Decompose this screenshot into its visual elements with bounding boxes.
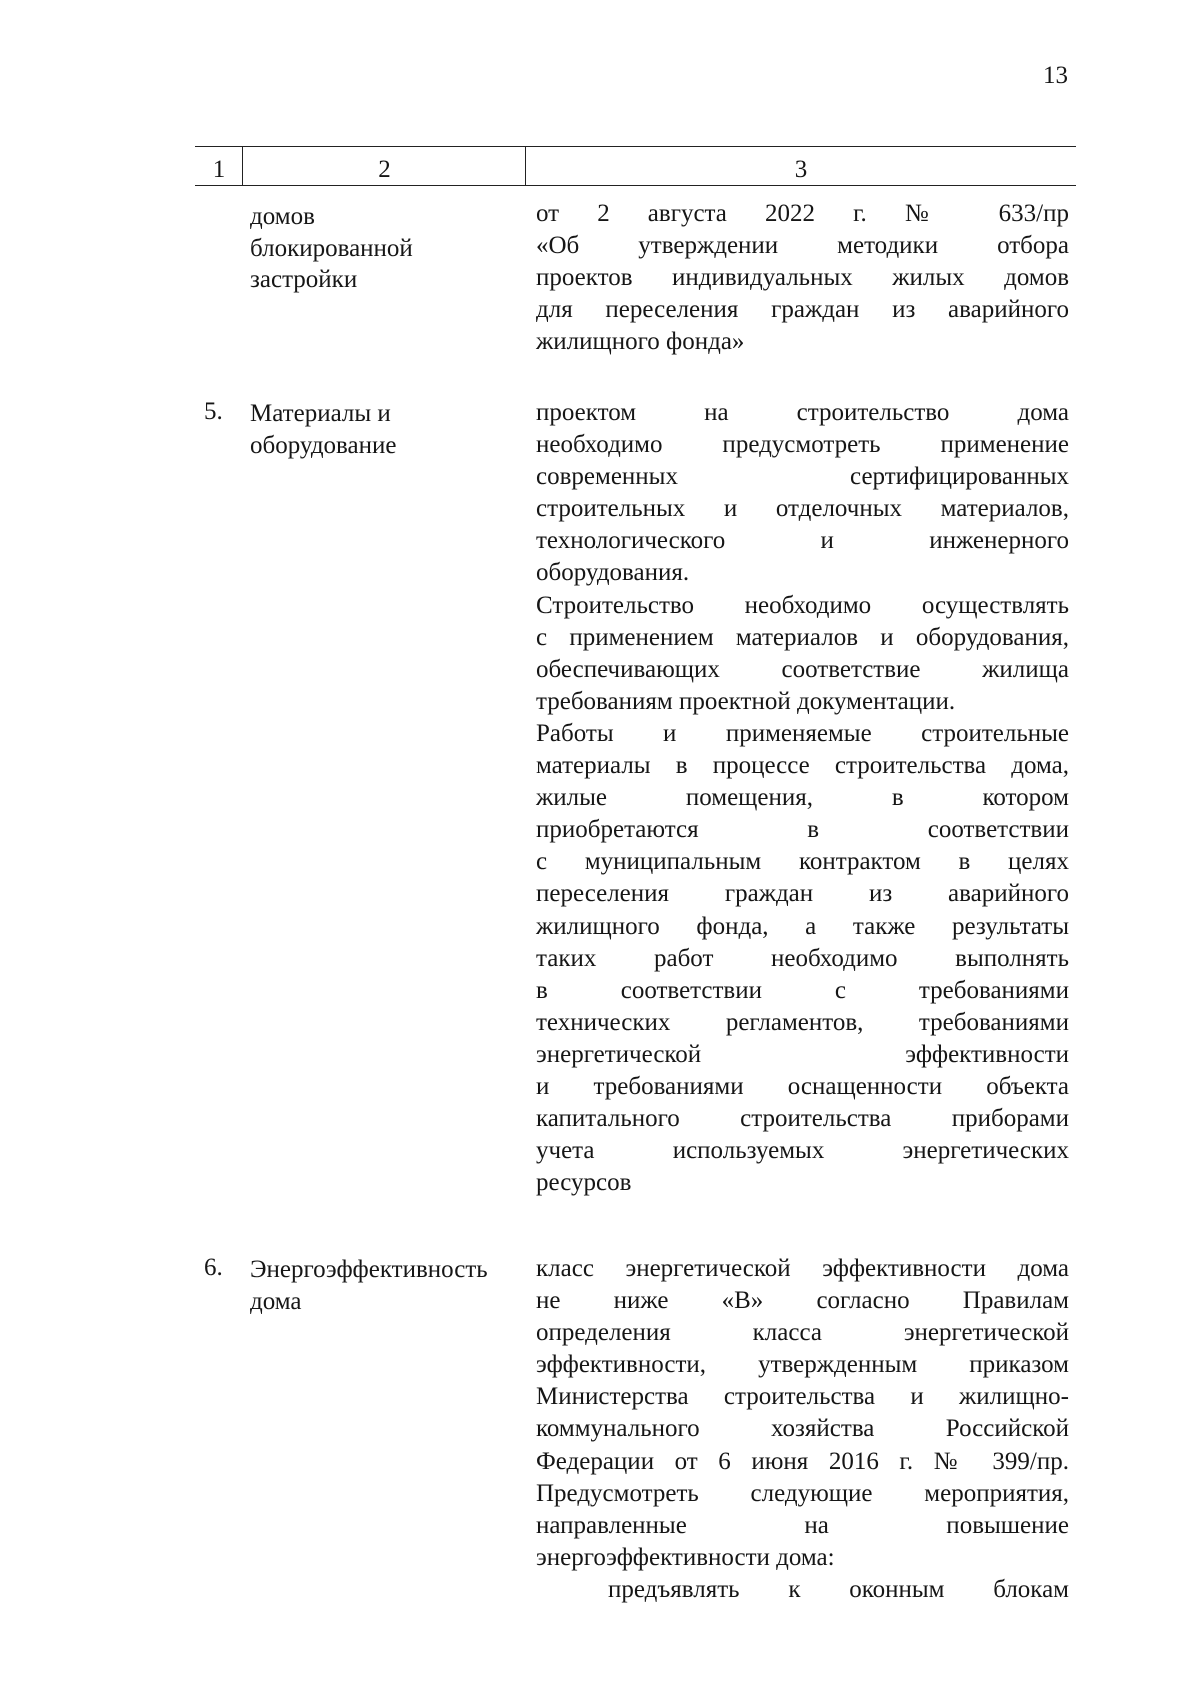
description-line: строительных и отделочных материалов, [536, 495, 1069, 523]
column-header-2: 2 [378, 156, 391, 183]
description-line: обеспечивающих соответствие жилища [536, 655, 1069, 683]
page-number: 13 [1043, 62, 1068, 89]
description-line: энергетической эффективности [536, 1040, 1069, 1068]
description-line: необходимо предусмотреть применение [536, 431, 1069, 459]
description-line: проектом на строительство дома [536, 399, 1069, 426]
row-name: домов блокированной застройки [250, 203, 413, 293]
description-line: ресурсов [536, 1169, 632, 1197]
description-line: Министерства строительства и жилищно- [536, 1383, 1069, 1411]
table-top-border [195, 146, 1076, 147]
table-header-bottom-border [195, 185, 1076, 186]
description-line: переселения граждан из аварийного [536, 880, 1069, 908]
description-line: требованиям проектной документации. [536, 687, 956, 715]
description-line: проектов индивидуальных жилых домов [536, 264, 1069, 292]
description-line: не ниже «В» согласно Правилам [536, 1287, 1069, 1315]
description-line: учета используемых энергетических [536, 1137, 1069, 1165]
description-line: жилищного фонда, а также результаты [536, 912, 1069, 940]
description-line: «Об утверждении методики отбора [536, 232, 1069, 260]
description-line: оборудования. [536, 559, 690, 587]
description-line: жилые помещения, в котором [536, 784, 1069, 812]
row-description [536, 1253, 1069, 1606]
description-line: энергоэффективности дома: [536, 1543, 835, 1571]
column-divider-1 [242, 146, 243, 185]
row-number: 5. [204, 398, 223, 425]
row-name: Материалы и оборудование [250, 400, 397, 459]
description-line: определения класса энергетической [536, 1319, 1069, 1347]
description-line: в соответствии с требованиями [536, 976, 1069, 1004]
description-line: Федерации от 6 июня 2016 г. № 399/пр. [536, 1447, 1069, 1475]
row-description [536, 198, 1069, 358]
description-line: Предусмотреть следующие мероприятия, [536, 1479, 1069, 1507]
description-line: приобретаются в соответствии [536, 816, 1069, 844]
description-line: с применением материалов и оборудования, [536, 623, 1069, 651]
description-line: и требованиями оснащенности объекта [536, 1072, 1069, 1100]
column-divider-2 [525, 146, 526, 185]
description-line: таких работ необходимо выполнять [536, 944, 1069, 972]
description-line: современных сертифицированных [536, 463, 1069, 491]
row-name: Энергоэффективность дома [250, 1256, 488, 1315]
column-header-3: 3 [794, 156, 808, 183]
description-line: материалы в процессе строительства дома, [536, 752, 1069, 780]
description-line: эффективности, утвержденным приказом [536, 1351, 1069, 1379]
description-line: класс энергетической эффективности дома [536, 1255, 1069, 1282]
description-line: Строительство необходимо осуществлять [536, 591, 1069, 619]
description-line: направленные на повышение [536, 1511, 1069, 1539]
description-line: от 2 августа 2022 г. № 633/пр [536, 200, 1069, 227]
description-line: технологического и инженерного [536, 527, 1069, 555]
description-line: коммунального хозяйства Российской [536, 1415, 1069, 1443]
description-line: технических регламентов, требованиями [536, 1008, 1069, 1036]
description-line: Работы и применяемые строительные [536, 719, 1069, 747]
description-line: жилищного фонда» [536, 328, 745, 356]
row-description [536, 397, 1069, 1199]
description-line: с муниципальным контрактом в целях [536, 848, 1069, 876]
description-line: для переселения граждан из аварийного [536, 296, 1069, 324]
row-number: 6. [204, 1254, 223, 1281]
description-line: капитального строительства приборами [536, 1105, 1069, 1133]
description-line: предъявлять к оконным блокам [608, 1575, 1069, 1603]
column-header-1: 1 [212, 156, 226, 183]
